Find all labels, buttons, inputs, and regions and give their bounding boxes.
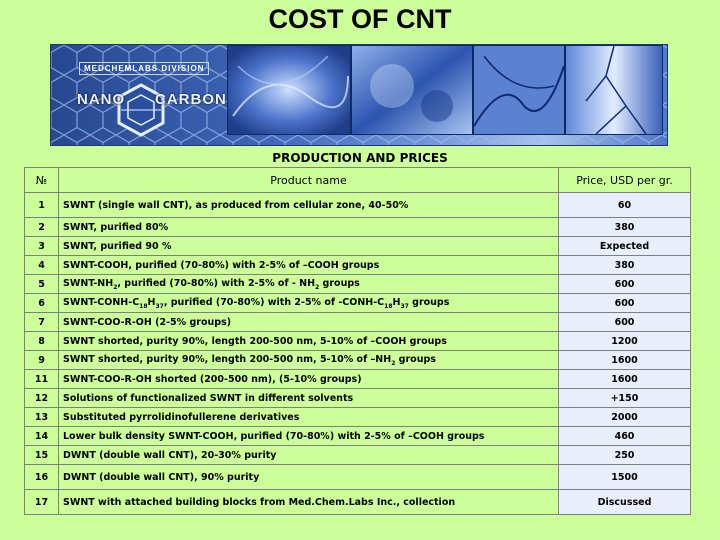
row-number: 11 (25, 370, 59, 389)
product-name: SWNT (single wall CNT), as produced from cellular zone, 40-50% (59, 193, 559, 218)
division-label: MEDCHEMLABS DIVISION (79, 62, 209, 75)
cnt-microscopy-image-1 (227, 45, 351, 135)
cnt-microscopy-image-4 (565, 45, 663, 135)
table-row (25, 275, 691, 294)
nanocarbon-logo (77, 81, 227, 139)
product-name: SWNT-$NH_2$, purified (70-80%) with 2-5% of - $NH_2$ groups (59, 275, 559, 294)
table-row (25, 490, 691, 515)
product-price: 460 (559, 427, 691, 446)
table-row (25, 427, 691, 446)
table-header-row (25, 168, 691, 193)
table-row (25, 294, 691, 313)
price-table (24, 167, 691, 515)
product-name: Substituted pyrrolidinofullerene derivatives (59, 408, 559, 427)
table-row (25, 313, 691, 332)
product-price: Discussed (559, 490, 691, 515)
table-row (25, 389, 691, 408)
table-row (25, 237, 691, 256)
product-price: Expected (559, 237, 691, 256)
product-price: 1600 (559, 351, 691, 370)
product-price: 600 (559, 294, 691, 313)
product-price: +150 (559, 389, 691, 408)
section-subtitle: PRODUCTION AND PRICES (272, 151, 448, 165)
product-name: Solutions of functionalized SWNT in different solvents (59, 389, 559, 408)
row-number: 16 (25, 465, 59, 490)
row-number: 3 (25, 237, 59, 256)
product-price: 600 (559, 275, 691, 294)
table-row (25, 370, 691, 389)
table-row (25, 351, 691, 370)
row-number: 5 (25, 275, 59, 294)
product-name: Lower bulk density SWNT-COOH, purified (70-80%) with 2-5% of –COOH groups (59, 427, 559, 446)
product-price: 1500 (559, 465, 691, 490)
row-number: 12 (25, 389, 59, 408)
product-name: SWNT shorted, purity 90%, length 200-500 nm, 5-10% of $-NH_2$ groups (59, 351, 559, 370)
logo-text-left: NANO (77, 91, 126, 108)
row-number: 7 (25, 313, 59, 332)
row-number: 8 (25, 332, 59, 351)
row-number: 9 (25, 351, 59, 370)
header-number: № (25, 168, 59, 193)
product-name: DWNT (double wall CNT), 20-30% purity (59, 446, 559, 465)
product-name: SWNT shorted, purity 90%, length 200-500 nm, 5-10% of –COOH groups (59, 332, 559, 351)
table-row (25, 446, 691, 465)
product-price: 1600 (559, 370, 691, 389)
table-row (25, 408, 691, 427)
product-name: SWNT, purified 90 % (59, 237, 559, 256)
cnt-microscopy-image-3 (473, 45, 565, 135)
table-row (25, 332, 691, 351)
header-price: Price, USD per gr. (559, 168, 691, 193)
product-price: 250 (559, 446, 691, 465)
product-name: SWNT, purified 80% (59, 218, 559, 237)
row-number: 14 (25, 427, 59, 446)
header-product-name: Product name (59, 168, 559, 193)
row-number: 13 (25, 408, 59, 427)
product-price: 2000 (559, 408, 691, 427)
product-price: 600 (559, 313, 691, 332)
banner-image (50, 44, 668, 146)
table-row (25, 256, 691, 275)
product-name: SWNT-COOH, purified (70-80%) with 2-5% of –COOH groups (59, 256, 559, 275)
row-number: 6 (25, 294, 59, 313)
table-row (25, 465, 691, 490)
row-number: 4 (25, 256, 59, 275)
cnt-microscopy-image-2 (351, 45, 473, 135)
page-title: COST OF CNT (268, 4, 452, 34)
product-name: SWNT with attached building blocks from Med.Chem.Labs Inc., collection (59, 490, 559, 515)
row-number: 2 (25, 218, 59, 237)
row-number: 15 (25, 446, 59, 465)
row-number: 1 (25, 193, 59, 218)
product-price: 60 (559, 193, 691, 218)
product-name: SWNT-COO-R-OH (2-5% groups) (59, 313, 559, 332)
product-price: 380 (559, 218, 691, 237)
product-name: SWNT-$CONH-C_{18}H_{37}$, purified (70-80%) with 2-5% of $-CONH-C_{18}H_{37}$ groups (59, 294, 559, 313)
logo-text-right: CARBON (155, 91, 227, 108)
table-row (25, 218, 691, 237)
row-number: 17 (25, 490, 59, 515)
product-price: 380 (559, 256, 691, 275)
product-price: 1200 (559, 332, 691, 351)
product-name: SWNT-COO-R-OH shorted (200-500 nm), (5-10% groups) (59, 370, 559, 389)
table-row (25, 193, 691, 218)
product-name: DWNT (double wall CNT), 90% purity (59, 465, 559, 490)
